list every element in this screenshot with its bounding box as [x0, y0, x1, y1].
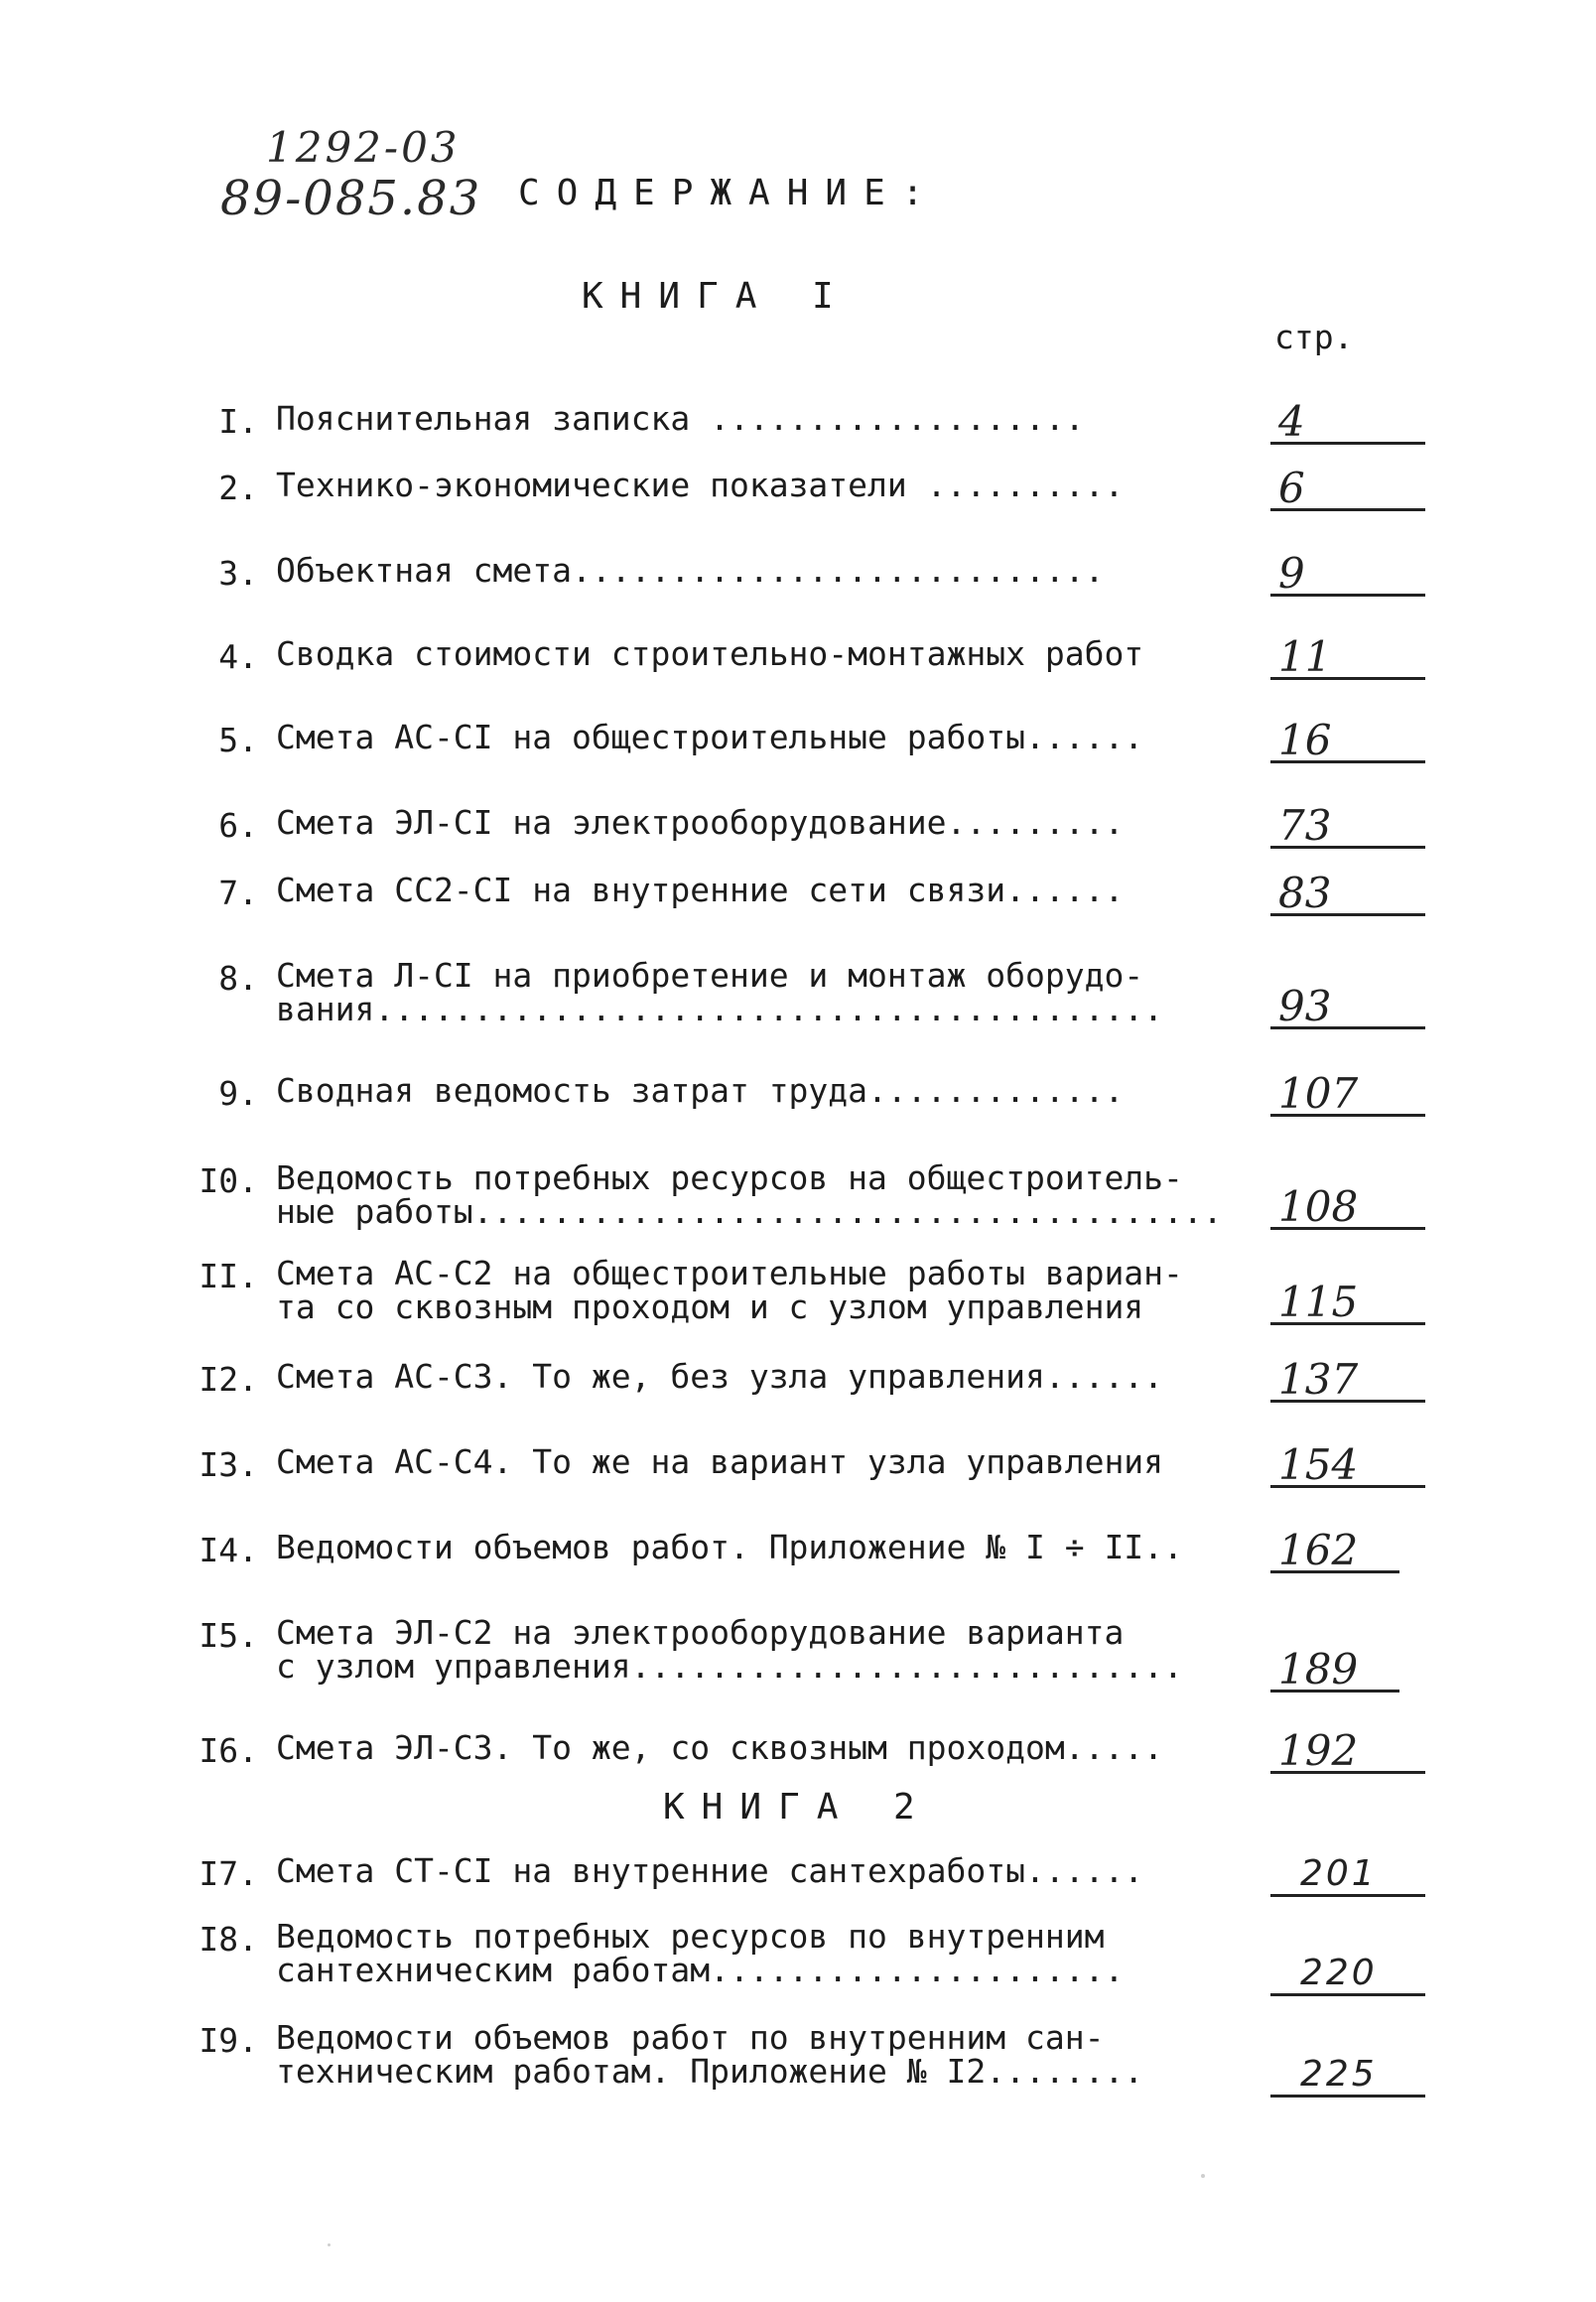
book2-heading: КНИГА 2 — [663, 1787, 932, 1828]
entry-text: Смета АС-С4. То же на вариант узла управления — [276, 1442, 1164, 1481]
entry-number: I5. — [199, 1616, 258, 1655]
entry-text: Пояснительная записка ................... — [276, 399, 1085, 438]
entry-text: техническим работам. Приложение № I2........ — [276, 2052, 1144, 2091]
entry-page: 115 — [1270, 1283, 1425, 1325]
entry-text: та со сквозным проходом и с узлом управления — [276, 1287, 1144, 1326]
entry-number: I9. — [199, 2021, 258, 2060]
toc-entry — [0, 2018, 1596, 2110]
entry-page: 93 — [1270, 987, 1425, 1029]
entry-page: 220 — [1270, 1954, 1425, 1996]
entry-number: I7. — [199, 1854, 258, 1893]
toc-entry — [0, 716, 1596, 810]
entry-text: Ведомость потребных ресурсов по внутренним — [276, 1917, 1105, 1956]
entry-number: 4. — [218, 637, 258, 676]
toc-entry — [0, 1440, 1596, 1535]
entry-page: 137 — [1270, 1360, 1425, 1403]
entry-text: Технико-экономические показатели .......... — [276, 466, 1125, 504]
entry-text: Смета ЭЛ-СI на электрооборудование......... — [276, 803, 1125, 842]
entry-number: 7. — [218, 874, 258, 912]
toc-entry — [0, 869, 1596, 963]
entry-page: 192 — [1270, 1731, 1425, 1774]
scan-speck — [328, 2243, 331, 2246]
toc-entry — [0, 1613, 1596, 1705]
entry-number: I8. — [199, 1920, 258, 1959]
entry-page: 201 — [1270, 1854, 1425, 1897]
handwritten-code-1: 1292-03 — [266, 123, 461, 172]
entry-page: 154 — [1270, 1445, 1425, 1488]
entry-text: Смета АС-С2 на общестроительные работы вариан- — [276, 1254, 1183, 1292]
entry-number: 5. — [218, 721, 258, 759]
entry-page: 189 — [1270, 1650, 1399, 1693]
entry-number: I2. — [199, 1360, 258, 1399]
entry-page: 11 — [1270, 637, 1425, 680]
entry-text: Смета ЭЛ-С3. То же, со сквозным проходом..... — [276, 1728, 1164, 1767]
book1-heading: КНИГА I — [582, 276, 851, 317]
entry-text: Смета СТ-СI на внутренние сантехработы...... — [276, 1851, 1144, 1890]
entry-text: вания........................................ — [276, 990, 1164, 1028]
entry-text: Смета АС-СI на общестроительные работы...... — [276, 718, 1144, 756]
entry-text: Ведомости объемов работ. Приложение № I ÷ II.. — [276, 1528, 1183, 1566]
entry-number: I3. — [199, 1445, 258, 1484]
entry-number: II. — [199, 1257, 258, 1295]
entry-page: 107 — [1270, 1074, 1425, 1117]
toc-entry — [0, 632, 1596, 727]
entry-text: Смета ЭЛ-С2 на электрооборудование варианта — [276, 1613, 1125, 1652]
entry-number: 6. — [218, 806, 258, 845]
entry-page: 9 — [1270, 554, 1425, 597]
toc-entry — [0, 956, 1596, 1048]
entry-text: Сводка стоимости строительно-монтажных работ — [276, 634, 1144, 673]
entry-text: Смета АС-С3. То же, без узла управления...... — [276, 1357, 1164, 1396]
entry-number: 2. — [218, 469, 258, 507]
toc-entry — [0, 1158, 1596, 1251]
entry-text: Ведомость потребных ресурсов на общестроитель- — [276, 1158, 1183, 1197]
entry-number: I6. — [199, 1731, 258, 1770]
entry-text: сантехническим работам..................... — [276, 1951, 1125, 1989]
entry-page: 73 — [1270, 806, 1425, 849]
entry-text: с узлом управления............................ — [276, 1647, 1183, 1686]
toc-entry — [0, 1917, 1596, 2009]
entry-number: 8. — [218, 959, 258, 998]
entry-page: 83 — [1270, 874, 1425, 916]
toc-entry — [0, 549, 1596, 643]
entry-text: ные работы...................................... — [276, 1192, 1223, 1231]
entry-text: Ведомости объемов работ по внутренним сан- — [276, 2018, 1105, 2057]
scan-speck — [1201, 2174, 1205, 2178]
entry-page: 4 — [1270, 402, 1425, 445]
entry-page: 6 — [1270, 469, 1425, 511]
entry-number: I0. — [199, 1161, 258, 1200]
entry-page: 162 — [1270, 1531, 1399, 1573]
entry-page: 108 — [1270, 1187, 1425, 1230]
toc-entry — [0, 1069, 1596, 1163]
entry-page: 225 — [1270, 2055, 1425, 2098]
toc-entry — [0, 1355, 1596, 1449]
entry-number: I. — [218, 402, 258, 441]
entry-text: Сводная ведомость затрат труда............. — [276, 1071, 1125, 1110]
entry-text: Смета Л-СI на приобретение и монтаж оборудо- — [276, 956, 1144, 995]
toc-entry — [0, 1526, 1596, 1620]
toc-entry — [0, 1254, 1596, 1346]
handwritten-code-2: 89-085.83 — [220, 171, 482, 226]
page-column-label: стр. — [1274, 318, 1354, 356]
toc-entry — [0, 464, 1596, 558]
entry-text: Смета СС2-СI на внутренние сети связи...... — [276, 871, 1125, 909]
entry-text: Объектная смета........................... — [276, 551, 1105, 590]
entry-page: 16 — [1270, 721, 1425, 763]
entry-number: I4. — [199, 1531, 258, 1569]
page-title: СОДЕРЖАНИЕ: — [518, 173, 941, 213]
entry-number: 3. — [218, 554, 258, 593]
entry-number: 9. — [218, 1074, 258, 1113]
